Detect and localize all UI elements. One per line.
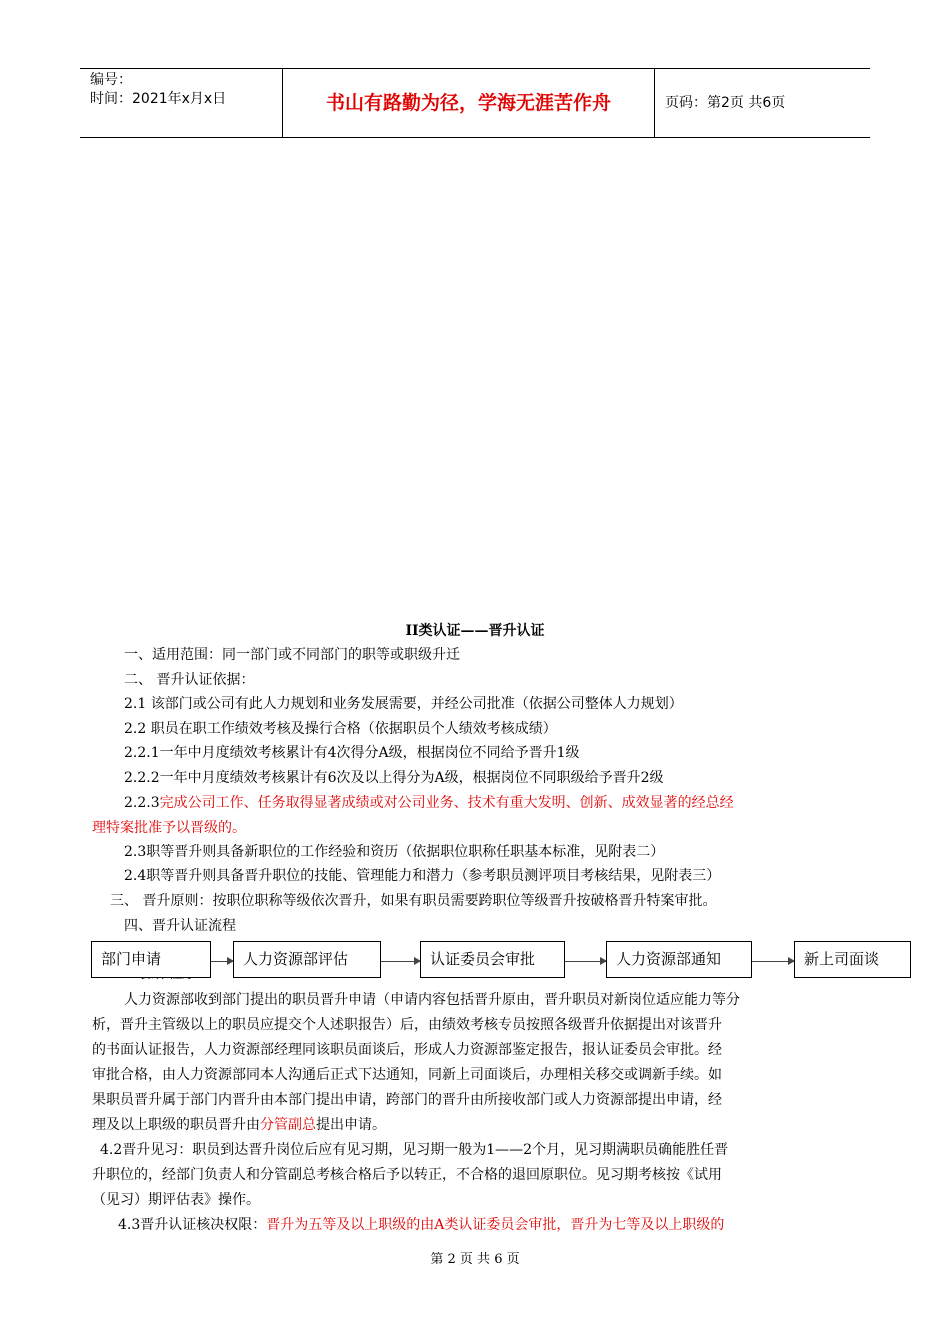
page-footer: 第 2 页 共 6 页 [430, 1252, 520, 1267]
text-line: 审批合格，由人力资源部同本人沟通后正式下达通知，同新上司面谈后，办理相关移交或调新手续。如 [92, 1067, 722, 1083]
text-line: 升职位的，经部门负责人和分管副总考核合格后予以转正，不合格的退回原职位。见习期考核按《试用 [92, 1167, 722, 1183]
text-line [118, 1215, 724, 1235]
text-segment: 理及以上职级的职员晋升由 [92, 1117, 260, 1133]
flow-arrow [565, 961, 606, 962]
text-line [92, 1115, 386, 1135]
text-line: 2.3职等晋升则具备新职位的工作经验和资历（依据职位职称任职基本标准，见附表二） [124, 844, 665, 860]
header-meta [80, 69, 283, 137]
highlighted-text: 分管副总 [260, 1117, 316, 1133]
flow-arrow [752, 961, 794, 962]
text-line: 2.1 该部门或公司有此人力规划和业务发展需要，并经公司批准（依据公司整体人力规划） [124, 696, 683, 712]
text-line: 的书面认证报告，人力资源部经理同该职员面谈后，形成人力资源部鉴定报告，报认证委员会审批。经 [92, 1042, 722, 1058]
text-line: 2.2 职员在职工作绩效考核及操行合格（依据职员个人绩效考核成绩） [124, 721, 557, 737]
code-label: 编号： [90, 72, 132, 88]
text-line: 一、适用范围：同一部门或不同部门的职等或职级升迁 [124, 647, 460, 663]
flow-step: 部门申请 [91, 941, 211, 978]
flow-arrow [211, 961, 233, 962]
text-line: （见习）期评估表》操作。 [92, 1192, 260, 1208]
flow-step: 认证委员会审批 [420, 941, 565, 978]
header-motto: 书山有路勤为径，学海无涯苦作舟 [283, 69, 655, 137]
text-line [124, 793, 734, 813]
text-line: 四、晋升认证流程 [124, 918, 236, 934]
text-line: 2.2.1一年中月度绩效考核累计有4次得分A级，根据岗位不同给予晋升1级 [124, 745, 580, 761]
flow-step: 人力资源部通知 [606, 941, 752, 978]
text-line: 人力资源部收到部门提出的职员晋升申请（申请内容包括晋升原由，晋升职员对新岗位适应能力等分 [124, 992, 740, 1008]
flow-step: 新上司面谈 [794, 941, 911, 978]
text-line: 2.2.2一年中月度绩效考核累计有6次及以上得分为A级，根据岗位不同职级给予晋升2级 [124, 770, 664, 786]
flow-step: 人力资源部评估 [233, 941, 381, 978]
text-segment: 4.3晋升认证核决权限： [118, 1217, 267, 1233]
highlighted-text: 晋升为五等及以上职级的由A类认证委员会审批，晋升为七等及以上职级的 [266, 1217, 725, 1233]
text-line: 析，晋升主管级以上的职员应提交个人述职报告）后，由绩效考核专员按照各级晋升依据提出对该晋升 [92, 1017, 722, 1033]
page-header [80, 68, 870, 138]
highlighted-text: 理特案批准予以晋级的。 [92, 820, 246, 836]
text-segment: 提出申请。 [316, 1117, 386, 1133]
section-title: II类认证——晋升认证 [405, 623, 545, 639]
header-page-number: 页码：第2页 共6页 [665, 95, 786, 111]
highlighted-text: 完成公司工作、任务取得显著成绩或对公司业务、技术有重大发明、创新、成效显著的经总经 [159, 795, 734, 811]
date-label: 时间：2021年x月x日 [90, 91, 227, 107]
item-number: 2.2.3 [124, 795, 160, 811]
text-line: 4.2晋升见习：职员到达晋升岗位后应有见习期，见习期一般为1——2个月，见习期满职员确能胜任晋 [100, 1142, 729, 1158]
text-line: 二、 晋升认证依据： [124, 672, 255, 688]
text-line: 三、 晋升原则：按职位职称等级依次晋升，如果有职员需要跨职位等级晋升按破格晋升特案审批。 [110, 893, 717, 909]
flow-arrow [381, 961, 420, 962]
text-line: 果职员晋升属于部门内晋升由本部门提出申请，跨部门的晋升由所接收部门或人力资源部提出申请，经 [92, 1092, 722, 1108]
text-line: 2.4职等晋升则具备晋升职位的技能、管理能力和潜力（参考职员测评项目考核结果，见附表三） [124, 868, 721, 884]
